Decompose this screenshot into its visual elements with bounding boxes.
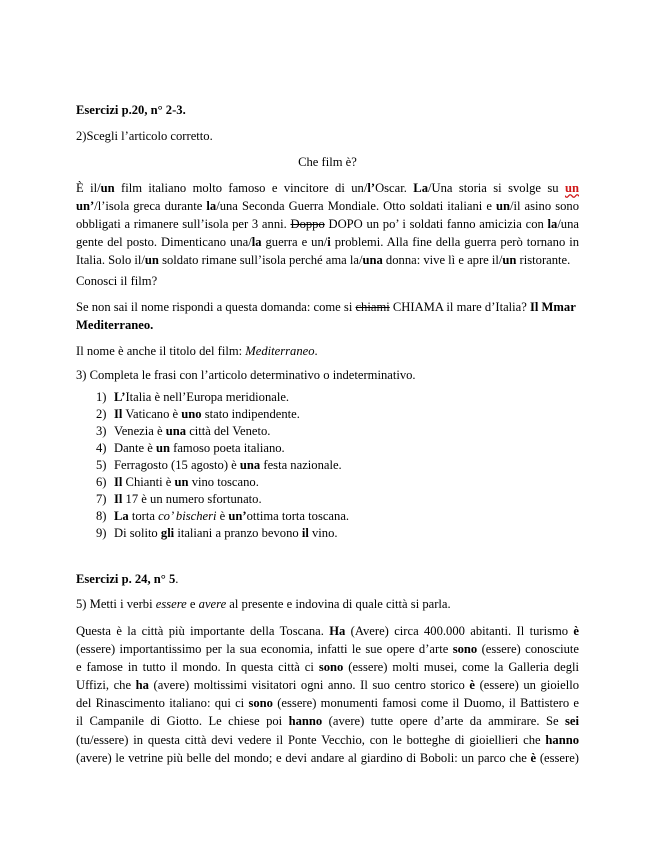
exercise-5-instruction: 5) Metti i verbi essere e avere al presente e indovina di quale città si parla. — [76, 597, 451, 611]
story-line: un’/l’isola greca durante la/una Seconda Guerra Mondiale. Otto soldati italiani e un/il asino sono — [76, 199, 579, 214]
city-line: il Campanile di Giotto. Le chiese poi hanno (avere) tutte opere d’arte da ammirare. Se sei — [76, 714, 579, 729]
exercise-heading-2: Esercizi p. 24, n° 5. — [76, 572, 179, 586]
city-line: e famose in tutto il mondo. In questa città ci sono (essere) molti musei, come la Galleria degli — [76, 660, 579, 675]
story-title: Che film è? — [298, 155, 357, 169]
sea-question — [76, 298, 579, 334]
list-item: 9) Di solito gli italiani a pranzo bevono il vino. — [96, 526, 338, 540]
list-number: 8) — [96, 509, 107, 523]
exercise-2-instruction: 2)Scegli l’articolo corretto. — [76, 129, 213, 143]
story-line: gente del posto. Dimenticano una/la guerra e un/i problemi. Alla fine della guerra però tornano in — [76, 235, 580, 250]
city-line: (tu/essere) in questa città devi vedere il Ponte Vecchio, con le botteghe di gioiellieri che hanno — [76, 732, 579, 747]
list-number: 5) — [96, 458, 107, 472]
story-line: obbligati a rimanere sull’isola per 3 anni. Doppo DOPO un po’ i soldati fanno amicizia con la/una — [76, 217, 579, 232]
city-line: (avere) le vetrine più belle del mondo; e devi andare al giardino di Boboli: un parco che è (essere) — [76, 750, 579, 765]
exercise-3-list — [76, 389, 349, 542]
list-item: 6) Il Chianti è un vino toscano. — [96, 475, 259, 489]
list-item: 3) Venezia è una città del Veneto. — [96, 424, 271, 438]
list-number: 3) — [96, 424, 107, 438]
exercise-3-instruction: 3) Completa le frasi con l’articolo determinativo o indeterminativo. — [76, 368, 416, 382]
story-paragraph — [76, 179, 579, 269]
sea-question-line: Se non sai il nome rispondi a questa domanda: come si chiami CHIAMA il mare d’Italia? Il Mmar — [76, 300, 576, 314]
list-item: 7) Il 17 è un numero sfortunato. — [96, 492, 262, 506]
film-question: Conosci il film? — [76, 274, 158, 288]
exercise-heading-1: Esercizi p.20, n° 2-3. — [76, 103, 186, 117]
city-line: Questa è la città più importante della Toscana. Ha (Avere) circa 400.000 abitanti. Il turismo è — [76, 624, 579, 638]
city-paragraph — [76, 622, 579, 767]
list-number: 2) — [96, 407, 107, 421]
list-item: 8) La torta co’ bischeri è un’ottima torta toscana. — [96, 509, 350, 523]
list-number: 4) — [96, 441, 107, 455]
list-item: 5) Ferragosto (15 agosto) è una festa nazionale. — [96, 458, 342, 472]
sea-question-line: Mediterraneo. — [76, 318, 154, 333]
story-line: Italia. Solo il/un soldato rimane sull’isola perché ama la/una donna: vive lì e apre il/un ristorante. — [76, 253, 571, 268]
list-number: 1) — [96, 390, 107, 404]
list-item: 1) L’Italia è nell’Europa meridionale. — [96, 390, 290, 404]
list-item: 2) Il Vaticano è uno stato indipendente. — [96, 407, 300, 421]
list-item: 4) Dante è un famoso poeta italiano. — [96, 441, 285, 455]
list-number: 7) — [96, 492, 107, 506]
film-title-line: Il nome è anche il titolo del film: Mediterraneo. — [76, 344, 318, 358]
list-number: 6) — [96, 475, 107, 489]
city-line: del Rinascimento italiano: qui ci sono (essere) monumenti famosi come il Duomo, il Battistero e — [76, 696, 579, 711]
story-line: È il/un film italiano molto famoso e vincitore di un/l’Oscar. La/Una storia si svolge su un — [76, 181, 579, 195]
city-line: Uffizi, che ha (avere) moltissimi visitatori ogni anno. Il suo centro storico è (essere) un gioiello — [76, 678, 580, 693]
city-line: (essere) importantissimo per la sua economia, infatti le sue opere d’arte sono (essere) conosciute — [76, 642, 579, 657]
list-number: 9) — [96, 526, 107, 540]
spelling-error-mark: un — [564, 181, 579, 195]
